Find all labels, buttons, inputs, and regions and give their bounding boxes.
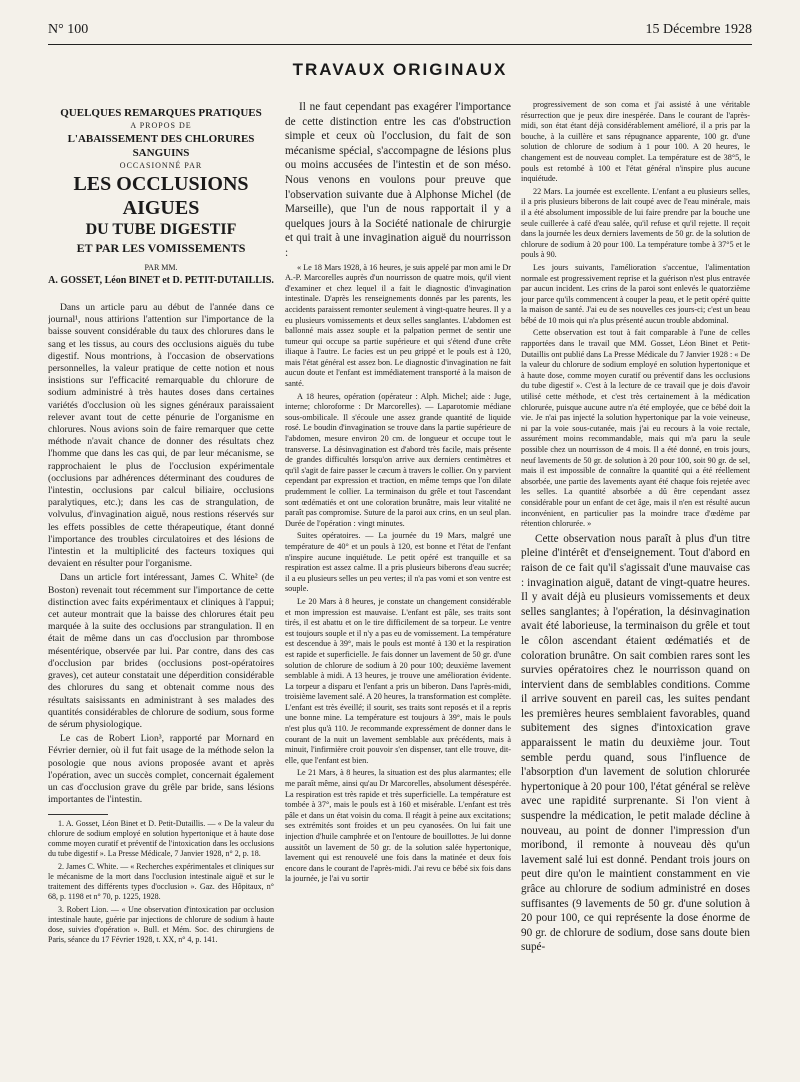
paragraph: A 18 heures, opération (opérateur : Alph. Michel; aide : Juge, interne; chloroforme : Dr Marcorelles). — Laparotomie médiane sous-ombilicale. Il s'écoule une assez grande quantité de liquide rosé. Le boudin d'invagination se trouve dans la partie supérieure de l'abdomen, mesure environ 20 cm. de longueur et occupe tout le transverse. La désinvagination est d'abord très facile, mais présente de grandes difficultés lorsqu'on arrive aux derniers centimètres et qu'il s'agit de faire passer le cæcum à travers le collier. On y parvient cependant par expression et traction, en même temps que l'on dilate prudemment le collier. La terminaison du grêle et tout l'ascendant sont œdématiés et ont une coloration brunâtre, mais leur vitalité ne paraît pas compromise. Suture de la paroi aux crins, en un seul plan. Durée de l'opération : vingt minutes. [285,391,511,528]
observation-block [285,263,511,885]
title-line-1: QUELQUES REMARQUES PRATIQUES [60,107,262,119]
paragraph: Le cas de Robert Lion³, rapporté par Mornard en Février dernier, où il fut fait usage de la méthode selon la posologie que nous avions proposée avant et après l'opération, avec un succès complet, concernait également un cas d'occlusion grave du grêle par bride, sans lésions importantes de l'intestin. [48,733,274,806]
footnote-rule [48,814,108,815]
article-title-block [48,106,274,288]
authors: A. GOSSET, Léon BINET et D. PETIT-DUTAILLIS. [48,275,274,286]
footnotes [48,819,274,945]
footnote: 2. James C. White. — « Recherches expérimentales et cliniques sur le mécanisme de la mort dans l'occlusion intestinale aiguë et sur le traitement des différents types d'occlusion ». Gaz. des Hôpitaux, n° 68, p. 1198 et n° 70, p. 1225, 1928. [48,862,274,902]
paragraph: « Le 18 Mars 1928, à 16 heures, je suis appelé par mon ami le Dr A.-P. Marcorelles auprès d'un nourrisson de quatre mois, qu'il vient d'examiner et chez lequel il a fait le diagnostic d'invagination intestinale. D'après les renseignements donnés par les parents, les accidents paraissent remonter seulement à vingt-quatre heures. Il y a eu plusieurs vomissements et deux selles sanglantes. L'abdomen est ballonné mais assez souple et la palpation permet de sentir une tumeur qui occupe sa partie supérieure et qui s'étend d'une crête iliaque à l'autre. Le facies est un peu grippé et le pouls est à 120, mais l'état général est assez bon. Le diagnostic d'invagination ne fait aucun doute et l'enfant est immédiatement transporté à la maison de santé. [285,262,511,389]
paragraph: Le 21 Mars, à 8 heures, la situation est des plus alarmantes; elle me paraît même, ainsi qu'au Dr Marcorelles, absolument désespérée. La respiration est très rapide et très superficielle. La température est tombée à 37°, mais le pouls est à 160 et misérable. L'enfant est très pâle et dans un état voisin du coma. Il réagit à peine aux excitations; ses extrémités sont froides et un peu cyanosées. On lui fait une injection d'huile camphrée et on l'entoure de bouillottes. Je lui donne aussitôt un lavement de 50 gr. de la solution salée hypertonique, lavement qui est renouvelé une fois dans la matinée et deux fois encore dans le courant de l'après-midi. J'ai revu ce bébé six fois dans la journée, je l'ai vu sortir [285,768,511,884]
title-line-6: DU TUBE DIGESTIF [85,221,237,238]
intro-block [285,100,511,261]
paragraph: Il ne faut cependant pas exagérer l'importance de cette distinction entre les cas d'obstruction simple et ceux où l'occlusion, du fait de son mécanisme spécial, s'accompagne de lésions plus ou moins accusées de l'intestin et de son méso. Nous venons en voulons pour preuve que l'observation suivante due à Alphonse Michel (de Marseille), que l'un de nous rapportait il y a quelques jours à la Société nationale de chirurgie et qui trait à une invagination aiguë du nourrisson : [285,101,511,259]
paragraph: progressivement de son coma et j'ai assisté à une véritable résurrection que je peux dire inespérée. Dans le courant de l'après-midi, son état étant déjà considérablement amélioré, il a pris par la bouche, à la cuillère et sans répugnance apparente, 100 gr. d'une solution de chlorure de sodium à 1 pour 100. A 20 heures, le changement est de nouveau complet. La température est de 38°5, le pouls est retombé à 100 et l'état général n'inspire plus aucune inquiétude. [521,100,750,184]
byline-prefix: PAR MM. [144,263,178,272]
title-line-7: ET PAR LES VOMISSEMENTS [76,241,246,255]
paragraph: Suites opératoires. — La journée du 19 Mars, malgré une température de 40° et un pouls à 120, est bonne et l'état de l'enfant n'inspire aucune inquiétude. Le petit opéré est tranquille et sa respiration est assez calme. Il a pris plusieurs biberons d'eau sucrée; il a eu plusieurs selles un peu vertes; il n'a pas vomi et son ventre est souple. [285,531,511,594]
paragraph: Les jours suivants, l'amélioration s'accentue, l'alimentation normale est progressivement reprise et la guérison n'est plus entravée par aucun incident. Les crins de la paroi sont enlevés le quatorzième jour parce qu'ils commencent à couper la peau, et le petit opéré quitte la maison de santé. J'ai eu de ses nouvelles ces jours-ci; c'est un beau bébé de 10 mois qui n'a plus présenté aucun trouble abdominal. [521,262,750,325]
title-line-5: LES OCCLUSIONS AIGUES [73,173,249,219]
column-2 [285,100,511,1075]
title-line-4: OCCASIONNÉ PAR [119,161,203,170]
paragraph: 22 Mars. La journée est excellente. L'enfant a eu plusieurs selles, il a pris plusieurs biberons de lait coupé avec de l'eau minérale, mais il a été absolument impossible de lui faire prendre par la bouche une seule cuillerée à café d'eau salée, qu'il refuse et qu'il rejette. Il reçoit dans la journée les deux derniers lavements de 50 gr. de la solution de chlorure de sodium à 20 pour 100. La température tombe à 37°5 et le pouls à 90. [521,186,750,260]
footnote: 1. A. Gosset, Léon Binet et D. Petit-Dutaillis. — « De la valeur du chlorure de sodium employé en solution hypertonique et à haute dose comme moyen curatif et préventif de l'intoxication dans les occlusions du tube digestif ». La Presse Médicale, 7 Janvier 1928, n° 2, p. 18. [48,819,274,859]
column-1 [48,100,274,1075]
column-3 [521,100,750,1075]
issue-number: N° 100 [48,22,89,37]
paragraph: Cette observation nous paraît à plus d'un titre pleine d'intérêt et d'enseignement. Tout d'abord en raison de ce fait qu'il s'agissait d'une mauvaise cas : invagination aiguë, datant de vingt-quatre heures. Il y avait déjà eu plusieurs vomissements et deux selles sanglantes; à l'opération, la désinvagination avait été laborieuse, la terminaison du grêle et tout le côlon ascendant étaient œdématiés et de coloration brunâtre. On sait combien rares sont les survies opératoires chez le nourrisson quand on intervient dans de semblables conditions. Comme il arrive souvent en pareil cas, les suites pendant les premières heures semblaient favorables, quand subitement des signes d'intoxication grave apparaissent le matin du deuxième jour. Tout semble perdu quand, sous l'influence de l'absorption d'un lavement de solution chlorurée hypertonique à 20 pour 100, l'état général se relève avec une rapidité surprenante. Si l'on vient à suspendre la médication, le petit malade décline à nouveau, au point de donner l'impression d'un moribond, il remonte à nouveau dès qu'un lavement salé lui est donné. Pendant trois jours on peut dire qu'on le maintient constamment en vie grâce au chlorure de sodium administré en doses suffisantes (9 lavements de 50 gr. d'une solution à 20 pour 100, ce qui représente la dose énorme de 90 gr. de chlorure de sodium, dose sans doute bien supé- [521,532,750,954]
section-title: TRAVAUX ORIGINAUX [292,60,508,79]
observation-continued [521,100,750,530]
page-header [48,22,752,46]
title-line-3: L'ABAISSEMENT DES CHLORURES SANGUINS [67,133,255,159]
footnote: 3. Robert Lion. — « Une observation d'intoxication par occlusion intestinale haute, guérie par injections de chlorure de sodium à haute dose, suivies d'opération ». Bull. et Mém. Soc. des chirurgiens de Paris, séance du 17 Février 1928, t. XX, n° 4, p. 141. [48,905,274,945]
issue-date: 15 Décembre 1928 [645,22,752,37]
paragraph: Le 20 Mars à 8 heures, je constate un changement considérable et mon impression est mauvaise. L'enfant est pâle, ses traits sont tirés, il est abattu et on le tire difficilement de sa torpeur. Le ventre est toujours souple et il n'y a pas eu de vomissement. La température est descendue à 39°, mais le pouls est monté à 130 et la respiration est rapide et superficielle. Je fais donner un lavement de 50 gr. d'une solution de chlorure de sodium à 20 pour 100; deuxième lavement semblable à midi. A 13 heures, je trouve une amélioration évidente. La torpeur a disparu et l'enfant a pris un biberon. Dans l'après-midi, troisième lavement salé. A 20 heures, la transformation est complète. L'enfant est très éveillé; il sourit, ses traits sont reposés et il a repris une bonne mine. La température est toujours à 39°, mais le pouls n'est plus qu'à 110. Je recommande expressément de donner dans le courant de la nuit un lavement semblable aux précédents, mais à minuit, l'infirmière croit pouvoir s'en dispenser, tant elle trouve, dit-elle, que l'enfant est bien. [285,596,511,765]
paragraph: Cette observation est tout à fait comparable à l'une de celles rapportées dans le travail que MM. Gosset, Léon Binet et Petit-Dutaillis ont publié dans La Presse Médicale du 7 Janvier 1928 : « De la valeur du chlorure de sodium employé en solution hypertonique et à haute dose, comme moyen curatif ou préventif dans les occlusions du tube digestif ». C'est à la lecture de ce travail que je dois d'avoir utilisé cette méthode, et c'est très certainement à la médication chlorurée, puisque aucune autre n'a été employée, que ce bébé doit la vie. Je n'ai pas injecté la solution hypertonique par la voie veineuse, ni par la voie sous-cutanée, mais j'ai eu recours à la voie rectale, assurément moins recommandable, mais qui m'a paru la seule possible chez un nourrisson de 4 mois. Il a été donné, en trois jours, neuf lavements de 50 gr. de solution à 20 pour 100, soit 90 gr. de sel, mais il est impossible de connaître la quantité qui a été réellement absorbée, une partie des lavements ayant été chaque fois rejetée avec les selles. La quantité absorbée a dû être cependant assez considérable pour un enfant de cet âge, mais il n'en est résulté aucun inconvénient, en particulier pas la moindre trace d'œdème par rétention chlorurée. » [521,328,750,529]
title-line-2: A PROPOS DE [130,121,192,130]
header-rule [48,44,752,45]
commentary-block [521,532,750,955]
paragraph: Dans un article fort intéressant, James C. White² (de Boston) revenait tout récemment sur l'importance de cette distinction avec faits expérimentaux et cliniques à l'appui; cet auteur montrait que la baisse des chlorures était peu marquée à la suite des occlusions par strangulation. Il en était de même dans un cas d'occlusion par thrombose mésentérique, observée par lui. Par contre, dans des cas d'occlusion par brides (occlusions post-opératoires graves), cet auteur constatait une déperdition considérable des chlorures du sang et obtenait comme nous des résultats saisissants en administrant à ses malades des quantités considérables de chlorure de sodium, sous forme de sérum physiologique. [48,572,274,730]
paragraph: Dans un article paru au début de l'année dans ce journal¹, nous attirions l'attention sur l'importance de la baisse souvent considérable du taux des chlorures dans le sang et les tissus, au cours des occlusions aiguës du tube digestif. Nous montrions, à l'occasion de observations personnelles, la valeur pratique de cette notion et nous insistions sur l'efficacité remarquable du chlorure de sodium administré à très hautes doses dans certaines variétés d'occlusion où les signes généraux paraissaient relever avant tout de cette pénurie de l'organisme en chlorures. Nous avions soin de faire remarquer que cette méthode n'avait chance de donner des résultats chez l'homme que dans les cas qui, de par leur mécanisme, se rapprochaient le plus de l'occlusion expérimentale (occlusions par adhérences déterminant des coudures de l'intestin, occlusions par calcul biliaire, occlusions paralytiques, etc.); dans les cas de strangulation, de volvulus, d'invagination aiguë, nous restions réservés sur les effets possibles de cette thérapeutique, étant donné l'importance des troubles circulatoires et des lésions de l'intestin et la multiplicité des facteurs toxiques qui devaient en résulter pour l'organisme. [48,302,274,570]
